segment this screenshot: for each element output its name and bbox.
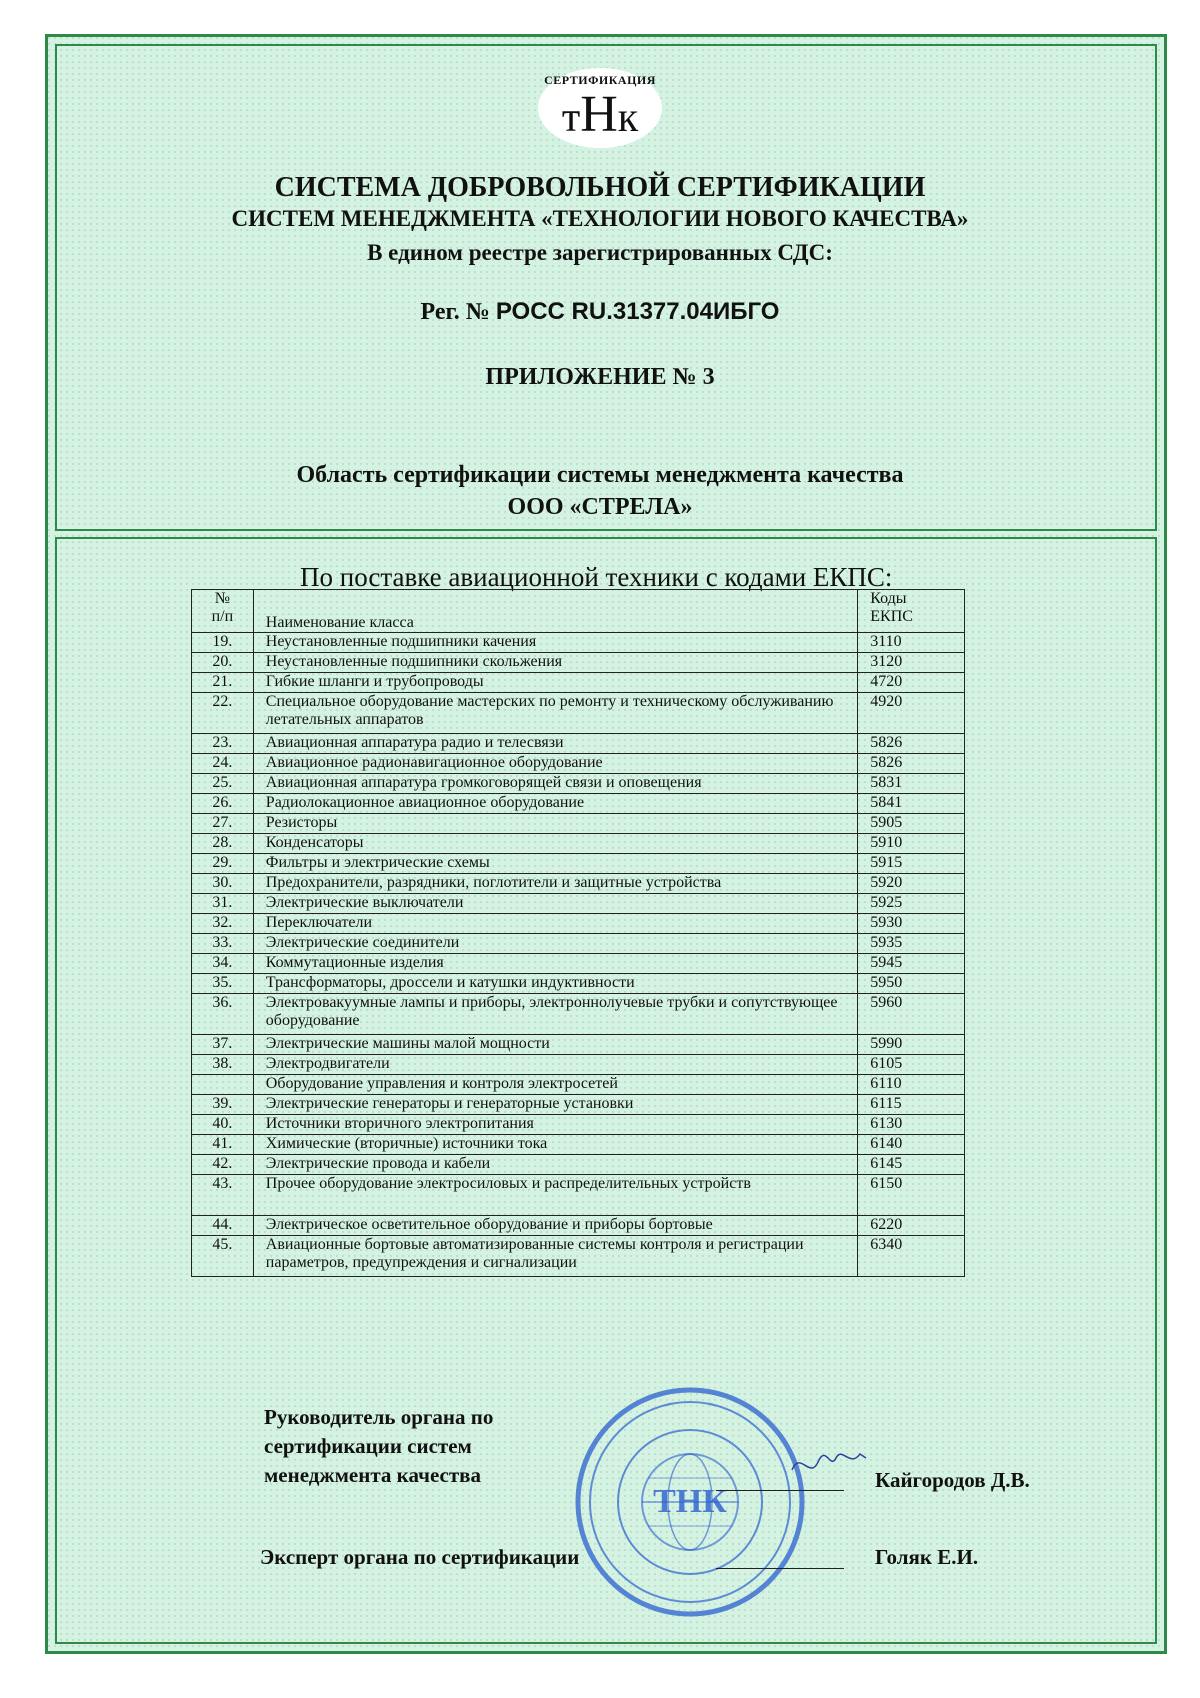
table-row [192,1236,965,1277]
row-number: 25. [192,774,254,794]
row-code: 6115 [858,1095,965,1115]
row-number: 22. [192,693,254,734]
row-number: 26. [192,794,254,814]
row-code: 4920 [858,693,965,734]
codes-table [191,589,965,1277]
table-row [192,994,965,1035]
row-code: 5831 [858,774,965,794]
row-number [192,1075,254,1095]
row-code: 6140 [858,1135,965,1155]
row-class-name: Химические (вторичные) источники тока [253,1135,857,1155]
row-code: 5935 [858,934,965,954]
row-class-name: Источники вторичного электропитания [253,1115,857,1135]
svg-text:ТНК: ТНК [653,1483,727,1520]
row-class-name: Прочее оборудование электросиловых и распределительных устройств [253,1175,857,1216]
table-row [192,1115,965,1135]
header-name: Наименование класса [253,590,857,633]
row-class-name: Электровакуумные лампы и приборы, электроннолучевые трубки и сопутствующее оборудование [253,994,857,1035]
handwritten-signature [790,1440,870,1490]
table-row [192,633,965,653]
head-signature-line [716,1490,844,1491]
system-subtitle: СИСТЕМ МЕНЕДЖМЕНТА «ТЕХНОЛОГИИ НОВОГО КАЧЕСТВА» [231,206,969,231]
row-class-name: Авиационные бортовые автоматизированные системы контроля и регистрации параметров, предупреждения и сигнализации [253,1236,857,1277]
row-code: 5920 [858,874,965,894]
tnk-logo [538,68,662,148]
row-code: 3110 [858,633,965,653]
row-number: 24. [192,754,254,774]
table-row [192,1095,965,1115]
row-class-name: Оборудование управления и контроля электросетей [253,1075,857,1095]
table-row [192,754,965,774]
row-code: 5950 [858,974,965,994]
row-number: 20. [192,653,254,673]
row-number: 37. [192,1035,254,1055]
row-code: 5826 [858,754,965,774]
row-code: 6110 [858,1075,965,1095]
row-code: 5841 [858,794,965,814]
row-code: 5905 [858,814,965,834]
row-class-name: Авиационное радионавигационное оборудование [253,754,857,774]
row-code: 5910 [858,834,965,854]
table-row [192,874,965,894]
company-name: ООО «СТРЕЛА» [507,494,693,520]
table-row [192,653,965,673]
row-code: 5990 [858,1035,965,1055]
row-code: 6105 [858,1055,965,1075]
row-code: 6130 [858,1115,965,1135]
row-code: 4720 [858,673,965,693]
row-class-name: Переключатели [253,914,857,934]
row-class-name: Авиационная аппаратура радио и телесвязи [253,734,857,754]
row-class-name: Электрические выключатели [253,894,857,914]
table-row [192,1075,965,1095]
table-row [192,954,965,974]
row-class-name: Неустановленные подшипники скольжения [253,653,857,673]
table-row [192,914,965,934]
row-number: 43. [192,1175,254,1216]
head-of-body-label: Руководитель органа по сертификации систем менеджмента качества [264,1405,494,1487]
row-number: 27. [192,814,254,834]
registry-text: В едином реестре зарегистрированных СДС: [367,240,833,265]
row-class-name: Фильтры и электрические схемы [253,854,857,874]
expert-label: Эксперт органа по сертификации [260,1545,580,1569]
row-number: 23. [192,734,254,754]
annex-title: ПРИЛОЖЕНИЕ № 3 [485,364,715,390]
table-row [192,814,965,834]
row-number: 40. [192,1115,254,1135]
header-num: № п/п [192,590,254,633]
row-number: 32. [192,914,254,934]
row-number: 45. [192,1236,254,1277]
scope-title: Область сертификации системы менеджмента качества [296,462,904,488]
row-code: 6150 [858,1175,965,1216]
table-row [192,1216,965,1236]
row-class-name: Электрические машины малой мощности [253,1035,857,1055]
row-code: 5925 [858,894,965,914]
row-code: 3120 [858,653,965,673]
row-class-name: Специальное оборудование мастерских по ремонту и техническому обслуживанию летательных аппаратов [253,693,857,734]
round-seal-stamp [570,1382,810,1622]
row-class-name: Электрическое осветительное оборудование и приборы бортовые [253,1216,857,1236]
row-class-name: Гибкие шланги и трубопроводы [253,673,857,693]
expert-name: Голяк Е.И. [875,1545,979,1569]
row-number: 28. [192,834,254,854]
row-class-name: Авиационная аппаратура громкоговорящей связи и оповещения [253,774,857,794]
row-code: 6340 [858,1236,965,1277]
table-row [192,774,965,794]
table-row [192,1175,965,1216]
row-number: 34. [192,954,254,974]
row-class-name: Трансформаторы, дроссели и катушки индуктивности [253,974,857,994]
row-number: 29. [192,854,254,874]
table-row [192,974,965,994]
row-class-name: Конденсаторы [253,834,857,854]
table-subtitle: По поставке авиационной техники с кодами ЕКПС: [300,562,893,592]
row-class-name: Электрические соединители [253,934,857,954]
system-title: СИСТЕМА ДОБРОВОЛЬНОЙ СЕРТИФИКАЦИИ [274,172,926,203]
row-class-name: Электродвигатели [253,1055,857,1075]
row-code: 6220 [858,1216,965,1236]
head-name: Кайгородов Д.В. [875,1468,1030,1492]
row-number: 41. [192,1135,254,1155]
row-code: 6145 [858,1155,965,1175]
table-row [192,1055,965,1075]
row-code: 5945 [858,954,965,974]
header-code: Коды ЕКПС [858,590,965,633]
logo-arc-text: СЕРТИФИКАЦИЯ [544,73,656,87]
row-code: 5960 [858,994,965,1035]
row-number: 30. [192,874,254,894]
row-number: 39. [192,1095,254,1115]
row-number: 42. [192,1155,254,1175]
row-class-name: Предохранители, разрядники, поглотители и защитные устройства [253,874,857,894]
row-class-name: Коммутационные изделия [253,954,857,974]
row-number: 19. [192,633,254,653]
row-class-name: Радиолокационное авиационное оборудование [253,794,857,814]
registration-number: Рег. № РОСС RU.31377.04ИБГО [420,298,780,325]
row-number: 33. [192,934,254,954]
table-row [192,794,965,814]
table-row [192,834,965,854]
row-number: 36. [192,994,254,1035]
table-row [192,854,965,874]
row-class-name: Резисторы [253,814,857,834]
row-number: 44. [192,1216,254,1236]
row-code: 5915 [858,854,965,874]
table-header-row [192,590,965,633]
row-number: 35. [192,974,254,994]
table-row [192,1035,965,1055]
table-row [192,934,965,954]
table-row [192,734,965,754]
table-row [192,693,965,734]
table-row [192,1155,965,1175]
table-row [192,894,965,914]
expert-signature-line [716,1568,844,1569]
row-code: 5826 [858,734,965,754]
row-class-name: Электрические генераторы и генераторные установки [253,1095,857,1115]
row-class-name: Электрические провода и кабели [253,1155,857,1175]
row-number: 38. [192,1055,254,1075]
logo-mark: тНк [561,86,639,143]
table-row [192,1135,965,1155]
row-number: 21. [192,673,254,693]
row-number: 31. [192,894,254,914]
row-code: 5930 [858,914,965,934]
row-class-name: Неустановленные подшипники качения [253,633,857,653]
table-row [192,673,965,693]
